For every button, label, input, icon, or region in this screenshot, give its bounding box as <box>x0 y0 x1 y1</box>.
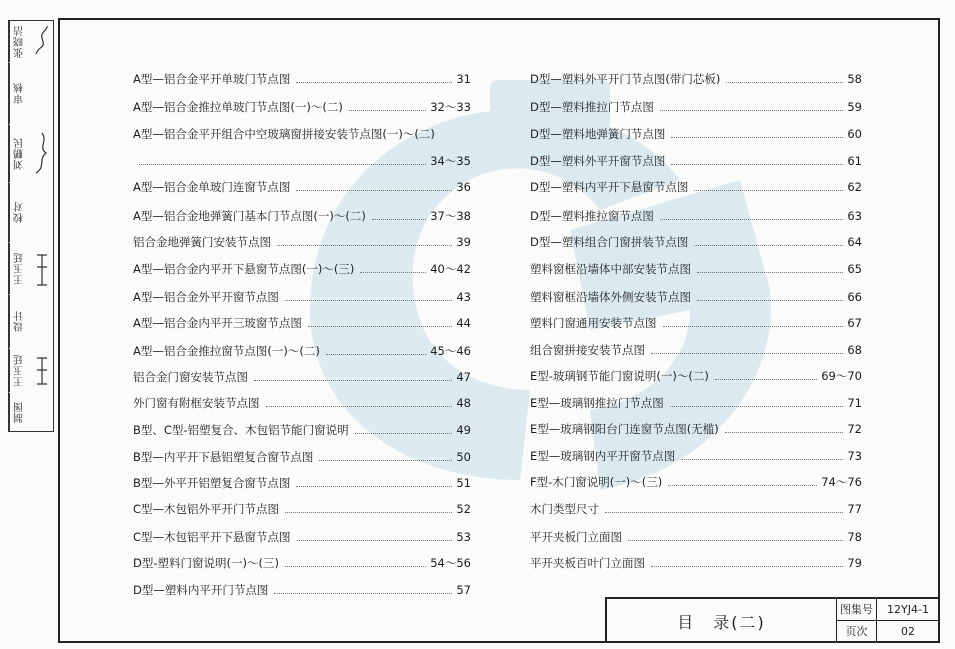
toc-entry <box>530 70 862 88</box>
toc-leader-dots <box>372 219 426 220</box>
toc-entry-page: 37～38 <box>430 209 471 223</box>
toc-entry-page: 31 <box>456 72 471 86</box>
check-label: 校对 <box>9 183 31 242</box>
toc-leader-dots <box>663 326 844 327</box>
toc-entry-title: E型—玻璃钢推拉门节点图 <box>530 396 664 410</box>
toc-entry-title: B型—内平开下悬铝塑复合窗节点图 <box>133 450 314 464</box>
toc-entry-page: 45～46 <box>430 344 471 358</box>
toc-entry-title: D型—塑料外平开窗节点图 <box>530 154 666 168</box>
check-signature <box>31 183 53 242</box>
toc-entry-title: D型—塑料地弹簧门节点图 <box>530 127 666 141</box>
toc-entry <box>133 314 471 332</box>
toc-entry-page: 67 <box>847 316 862 330</box>
toc-entry <box>530 260 862 278</box>
toc-entry-page: 62 <box>847 180 862 194</box>
toc-entry-title: A型—铝合金单玻门连窗节点图 <box>133 180 291 194</box>
toc-entry <box>133 125 471 143</box>
toc-entry <box>530 447 862 465</box>
toc-entry-page: 44 <box>456 316 471 330</box>
toc-entry-page: 43 <box>456 290 471 304</box>
toc-entry-page: 40～42 <box>430 262 471 276</box>
checker-signature <box>31 125 53 182</box>
toc-entry-page: 36 <box>456 180 471 194</box>
toc-entry-page: 34～35 <box>430 154 471 168</box>
toc-leader-dots <box>266 406 453 407</box>
toc-leader-dots <box>285 566 426 567</box>
designer-signature <box>31 243 53 294</box>
atlas-label: 图集号 <box>837 599 877 621</box>
toc-entry-page: 66 <box>847 290 862 304</box>
toc-entry <box>133 368 471 386</box>
toc-entry <box>133 448 471 466</box>
toc-leader-dots <box>326 354 426 355</box>
designer-name: 王玉廷 <box>9 243 31 294</box>
toc-leader-dots <box>681 459 843 460</box>
drafting-signature <box>31 393 53 431</box>
toc-entry <box>133 207 471 225</box>
toc-leader-dots <box>296 82 452 83</box>
toc-entry-title: D型—塑料外平开门节点图(带门芯板) <box>530 72 721 86</box>
toc-entry-page: 61 <box>847 154 862 168</box>
reviewer-signature <box>31 21 53 62</box>
toc-entry-page: 49 <box>456 423 471 437</box>
toc-leader-dots <box>274 593 452 594</box>
toc-entry-title: 塑料窗框沿墙体中部安装节点图 <box>530 262 691 276</box>
toc-leader-dots <box>725 432 844 433</box>
toc-entry <box>530 500 862 518</box>
toc-entry-page: 60 <box>847 127 862 141</box>
toc-entry <box>133 474 471 492</box>
toc-leader-dots <box>285 512 452 513</box>
toc-entry-title: A型—铝合金平开组合中空玻璃窗拼接安装节点图(一)～(二) <box>133 127 435 141</box>
toc-leader-dots <box>277 245 452 246</box>
drafter-signature <box>31 349 53 392</box>
toc-leader-dots <box>660 219 844 220</box>
toc-entry <box>530 394 862 412</box>
toc-entry-title: D型—塑料内平开门节点图 <box>133 583 269 597</box>
toc-entry-page: 63 <box>847 209 862 223</box>
toc-entry-title: C型—木包铝外平开门节点图 <box>133 502 280 516</box>
toc-leader-dots <box>139 164 426 165</box>
toc-entry-page: 72 <box>847 422 862 436</box>
toc-entry-title: C型—木包铝平开下悬窗节点图 <box>133 530 291 544</box>
toc-leader-dots <box>308 326 452 327</box>
toc-entry-page: 73 <box>847 449 862 463</box>
drafter-name: 王玉廷 <box>9 349 31 392</box>
toc-entry <box>133 98 471 116</box>
toc-leader-dots <box>694 190 843 191</box>
toc-entry <box>530 554 862 572</box>
drafting-label: 制图 <box>9 393 31 431</box>
toc-entry-title: D型—塑料推拉窗节点图 <box>530 209 654 223</box>
toc-entry-page: 53 <box>456 530 471 544</box>
toc-leader-dots <box>651 566 843 567</box>
toc-leader-dots <box>297 540 453 541</box>
toc-leader-dots <box>296 190 452 191</box>
toc-leader-dots <box>285 300 452 301</box>
toc-entry-page: 47 <box>456 370 471 384</box>
toc-entry-title: A型—铝合金地弹簧门基本门节点图(一)～(二) <box>133 209 366 223</box>
toc-leader-dots <box>628 540 843 541</box>
toc-leader-dots <box>254 380 452 381</box>
toc-entry <box>530 233 862 251</box>
toc-entry <box>530 152 862 170</box>
toc-entry-page: 78 <box>847 530 862 544</box>
toc-entry <box>133 342 471 360</box>
toc-leader-dots <box>715 379 817 380</box>
toc-entry-page: 69～70 <box>821 369 862 383</box>
checker-name: 刘鹏民 <box>9 125 31 182</box>
design-label: 设计 <box>9 295 31 348</box>
toc-entry-page: 50 <box>456 450 471 464</box>
toc-entry <box>133 554 471 572</box>
toc-entry <box>133 152 471 170</box>
toc-entry-title: A型—铝合金推拉单玻门节点图(一)～(二) <box>133 100 343 114</box>
toc-leader-dots <box>668 485 817 486</box>
toc-entry-page: 58 <box>847 72 862 86</box>
page-label: 页次 <box>837 621 877 643</box>
toc-entry <box>530 98 862 116</box>
toc-entry-title: 组合窗拼接安装节点图 <box>530 343 645 357</box>
toc-entry-title: D型—塑料内平开下悬窗节点图 <box>530 180 689 194</box>
design-signature <box>31 295 53 348</box>
toc-entry <box>133 178 471 196</box>
toc-entry-page: 54～56 <box>430 556 471 570</box>
toc-entry-title: A型—铝合金内平开三玻窗节点图 <box>133 316 302 330</box>
toc-entry <box>530 288 862 306</box>
toc-entry <box>133 233 471 251</box>
toc-entry <box>133 394 471 412</box>
toc-entry-title: D型—塑料组合门窗拼装节点图 <box>530 235 689 249</box>
toc-entry-title: E型—玻璃钢阳台门连窗节点图(无槛) <box>530 422 719 436</box>
toc-leader-dots <box>651 353 843 354</box>
toc-entry <box>133 528 471 546</box>
toc-entry-title: 铝合金门窗安装节点图 <box>133 370 248 384</box>
toc-entry-page: 59 <box>847 100 862 114</box>
toc-leader-dots <box>697 272 843 273</box>
toc-entry-title: 铝合金地弹簧门安装节点图 <box>133 235 271 249</box>
toc-entry <box>530 314 862 332</box>
toc-entry <box>133 260 471 278</box>
toc-entry <box>530 125 862 143</box>
toc-entry-title: A型—铝合金平开单玻门节点图 <box>133 72 291 86</box>
toc-entry-title: 塑料门窗通用安装节点图 <box>530 316 657 330</box>
toc-entry-page: 57 <box>456 583 471 597</box>
toc-leader-dots <box>319 460 452 461</box>
toc-entry-page: 39 <box>456 235 471 249</box>
toc-entry <box>530 178 862 196</box>
review-signature <box>31 63 53 124</box>
toc-entry <box>133 70 471 88</box>
toc-entry-title: 塑料窗框沿墙体外侧安装节点图 <box>530 290 691 304</box>
atlas-number: 12YJ4-1 <box>877 599 939 621</box>
signature-bar <box>8 20 54 432</box>
toc-entry-title: B型、C型-铝塑复合、木包铝节能门窗说明 <box>133 423 349 437</box>
toc-leader-dots <box>671 137 843 138</box>
toc-entry-title: 平开夹板门立面图 <box>530 530 622 544</box>
toc-entry-title: D型—塑料推拉门节点图 <box>530 100 654 114</box>
sheet-title: 目 录(二) <box>677 612 766 632</box>
toc-entry-page: 32～33 <box>430 100 471 114</box>
toc-entry-title: 平开夹板百叶门立面图 <box>530 556 645 570</box>
toc-leader-dots <box>360 272 426 273</box>
toc-leader-dots <box>660 110 844 111</box>
toc-leader-dots <box>671 164 843 165</box>
toc-entry-title: D型-塑料门窗说明(一)～(三) <box>133 556 279 570</box>
toc-entry <box>530 420 862 438</box>
page-number: 02 <box>901 625 915 638</box>
toc-entry-page: 74～76 <box>821 475 862 489</box>
toc-leader-dots <box>349 110 426 111</box>
toc-entry-page: 52 <box>456 502 471 516</box>
toc-entry <box>530 528 862 546</box>
toc-entry-page: 64 <box>847 235 862 249</box>
toc-entry <box>530 341 862 359</box>
toc-entry-title: F型-木门窗说明(一)～(三) <box>530 475 663 489</box>
toc-entry-title: A型—铝合金推拉窗节点图(一)～(二) <box>133 344 320 358</box>
toc-entry <box>530 473 862 491</box>
toc-entry <box>133 500 471 518</box>
toc-entry-page: 77 <box>847 502 862 516</box>
toc-leader-dots <box>296 486 452 487</box>
title-block <box>605 597 940 643</box>
review-label: 审核 <box>9 63 31 124</box>
toc-leader-dots <box>697 300 843 301</box>
toc-entry <box>133 581 471 599</box>
toc-entry-title: E型—玻璃钢内平开窗节点图 <box>530 449 676 463</box>
toc-entry-page: 65 <box>847 262 862 276</box>
toc-entry <box>530 207 862 225</box>
toc-entry-title: 木门类型尺寸 <box>530 502 599 516</box>
toc-entry-page: 51 <box>456 476 471 490</box>
reviewer-name: 张晓洁 <box>9 21 31 62</box>
title-block-grid <box>836 599 940 643</box>
toc-leader-dots <box>670 406 844 407</box>
toc-entry-title: 外门窗有附框安装节点图 <box>133 396 260 410</box>
toc-entry-page: 71 <box>847 396 862 410</box>
toc-entry <box>133 421 471 439</box>
toc-leader-dots <box>605 512 843 513</box>
toc-leader-dots <box>726 82 843 83</box>
toc-entry <box>133 288 471 306</box>
toc-entry-title: B型—外平开铝塑复合窗节点图 <box>133 476 291 490</box>
toc-entry-title: A型—铝合金外平开窗节点图 <box>133 290 279 304</box>
toc-entry-title: E型-玻璃钢节能门窗说明(一)～(二) <box>530 369 709 383</box>
toc-leader-dots <box>694 245 843 246</box>
toc-entry-page: 68 <box>847 343 862 357</box>
toc-entry-page: 48 <box>456 396 471 410</box>
toc-entry <box>530 367 862 385</box>
toc-leader-dots <box>355 433 453 434</box>
toc-entry-title: A型—铝合金内平开下悬窗节点图(一)～(三) <box>133 262 355 276</box>
toc-entry-page: 79 <box>847 556 862 570</box>
